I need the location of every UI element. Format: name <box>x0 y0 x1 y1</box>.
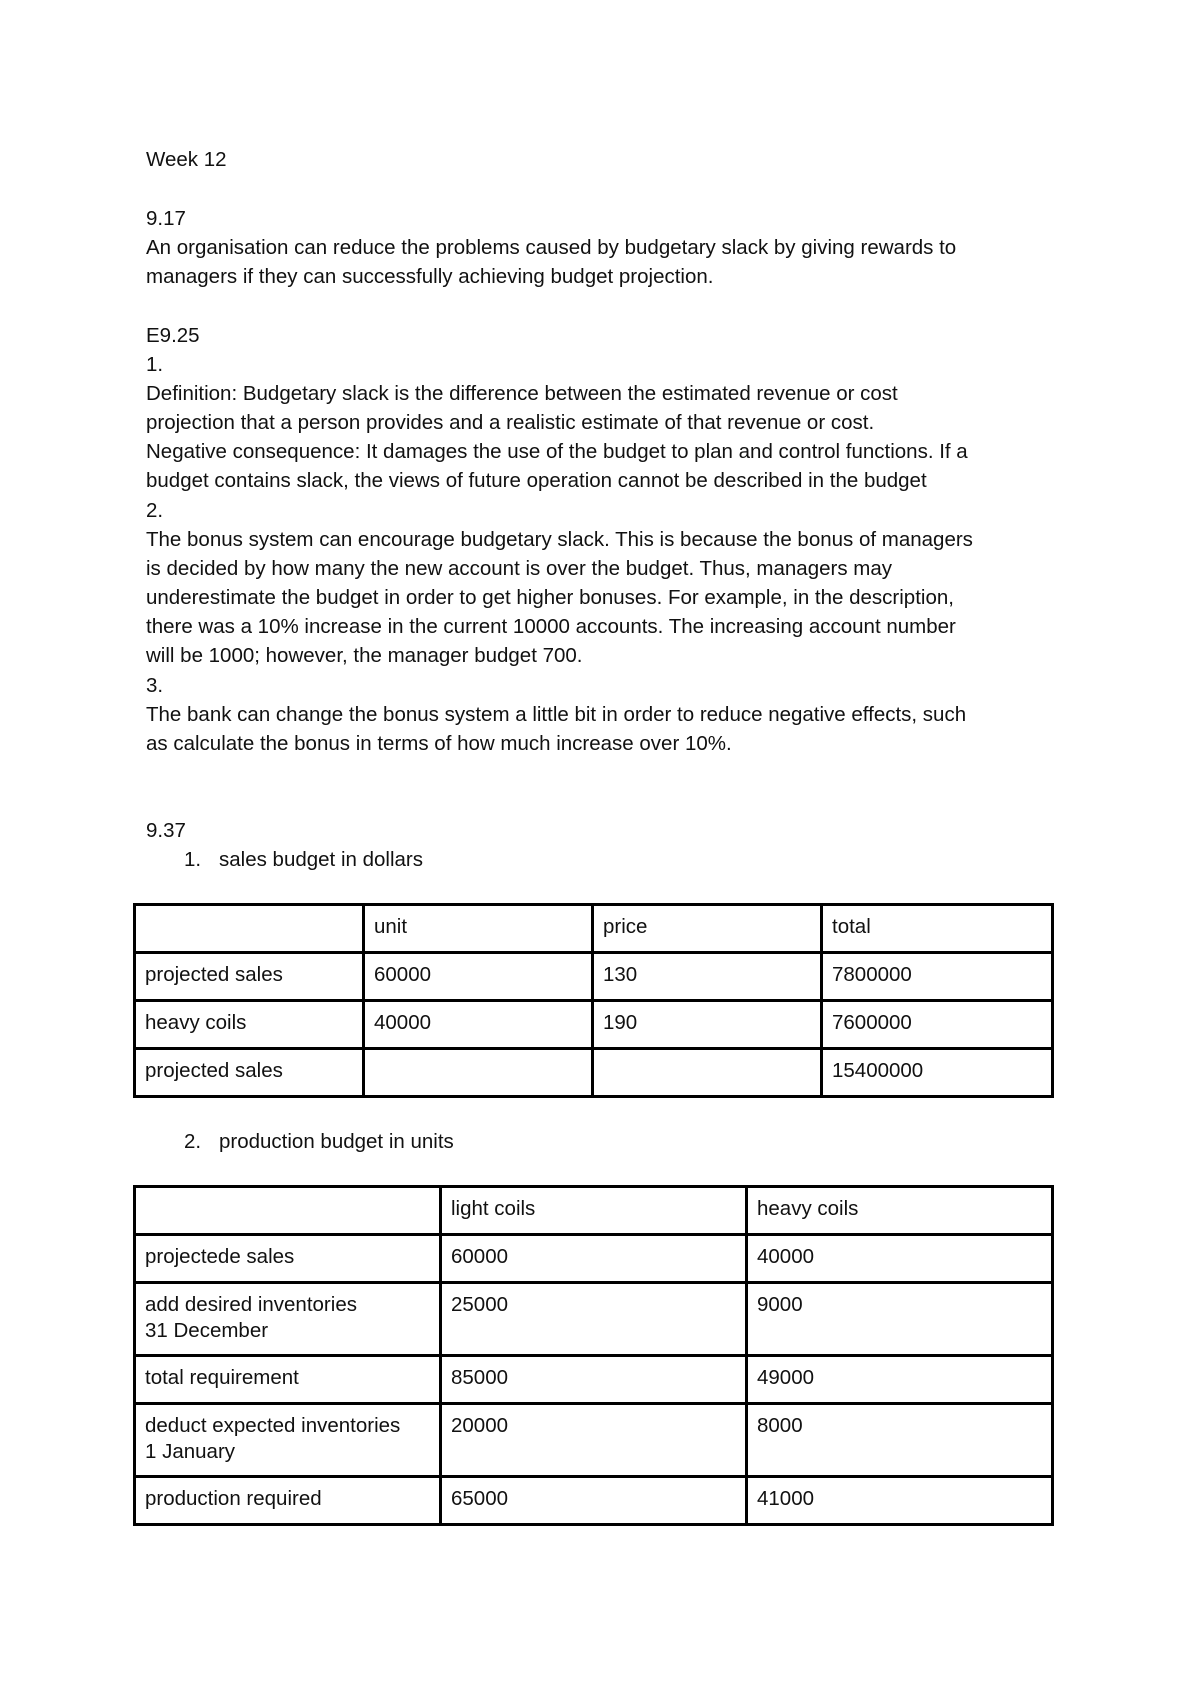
table-cell: 130 <box>593 953 822 1001</box>
table-cell <box>135 1235 441 1283</box>
table-cell: heavy coils <box>135 1001 364 1049</box>
table-cell: 49000 <box>747 1356 1053 1404</box>
part-2-line: there was a 10% increase in the current 10000 accounts. The increasing account number <box>146 615 956 638</box>
table-cell: 41000 <box>747 1477 1053 1525</box>
table-header-row <box>135 1187 1053 1235</box>
table-cell: projected sales <box>135 1049 364 1097</box>
list-item-number: 2. <box>184 1130 202 1153</box>
row-label: projectede sales <box>145 1245 295 1268</box>
part-2-line: The bonus system can encourage budgetary slack. This is because the bonus of managers <box>146 528 973 551</box>
table-header-row <box>135 905 1053 953</box>
table-row <box>135 1356 1053 1404</box>
table-row <box>135 1049 1053 1097</box>
part-2-line: is decided by how many the new account is over the budget. Thus, managers may <box>146 557 893 580</box>
part-1-line: budget contains slack, the views of future operation cannot be described in the budget <box>146 469 927 492</box>
table-cell: unit <box>364 905 593 953</box>
table-cell: 190 <box>593 1001 822 1049</box>
table-cell <box>135 905 364 953</box>
row-label-sub: 1 January <box>145 1440 236 1463</box>
table-row <box>135 1404 1053 1477</box>
table-cell: 25000 <box>441 1283 747 1356</box>
answer-9-17-line: An organisation can reduce the problems caused by budgetary slack by giving rewards to <box>146 236 957 259</box>
table-row <box>135 1477 1053 1525</box>
list-item-label: sales budget in dollars <box>219 848 423 871</box>
exercise-e9-25-number: E9.25 <box>146 324 200 347</box>
row-label-sub: 31 December <box>145 1319 269 1342</box>
table-cell: 15400000 <box>822 1049 1053 1097</box>
part-2-line: underestimate the budget in order to get higher bonuses. For example, in the description, <box>146 586 954 609</box>
row-label: deduct expected inventories <box>145 1414 401 1437</box>
table-cell: 7600000 <box>822 1001 1053 1049</box>
table-cell <box>593 1049 822 1097</box>
row-label: total requirement <box>145 1366 299 1389</box>
part-2-label: 2. <box>146 499 164 522</box>
list-item-number: 1. <box>184 848 202 871</box>
table-cell: 85000 <box>441 1356 747 1404</box>
table-cell: light coils <box>441 1187 747 1235</box>
row-label: production required <box>145 1487 322 1510</box>
table-row <box>135 1283 1053 1356</box>
table-cell <box>135 1187 441 1235</box>
table-cell <box>135 1477 441 1525</box>
answer-9-17-line: managers if they can successfully achieving budget projection. <box>146 265 714 288</box>
part-3-line: The bank can change the bonus system a little bit in order to reduce negative effects, such <box>146 703 967 726</box>
table-cell: 20000 <box>441 1404 747 1477</box>
sales-budget-table <box>133 903 1054 1098</box>
week-title: Week 12 <box>146 148 227 171</box>
table-row <box>135 953 1053 1001</box>
table-cell: 65000 <box>441 1477 747 1525</box>
table-cell: projected sales <box>135 953 364 1001</box>
table-cell: 40000 <box>747 1235 1053 1283</box>
part-1-line: projection that a person provides and a realistic estimate of that revenue or cost. <box>146 411 875 434</box>
table-cell: heavy coils <box>747 1187 1053 1235</box>
row-label: add desired inventories <box>145 1293 357 1316</box>
table-cell <box>135 1404 441 1477</box>
table-row <box>135 1235 1053 1283</box>
table-row <box>135 1001 1053 1049</box>
part-3-label: 3. <box>146 674 164 697</box>
table-cell: price <box>593 905 822 953</box>
table-cell: 9000 <box>747 1283 1053 1356</box>
question-9-37-number: 9.37 <box>146 819 186 842</box>
part-1-line: Negative consequence: It damages the use of the budget to plan and control functions. If a <box>146 440 968 463</box>
part-3-line: as calculate the bonus in terms of how much increase over 10%. <box>146 732 732 755</box>
table-cell: 8000 <box>747 1404 1053 1477</box>
table-cell: 7800000 <box>822 953 1053 1001</box>
part-2-line: will be 1000; however, the manager budget 700. <box>146 644 583 667</box>
table-cell: 60000 <box>441 1235 747 1283</box>
table-cell: total <box>822 905 1053 953</box>
production-budget-table <box>133 1185 1054 1526</box>
part-1-line: Definition: Budgetary slack is the difference between the estimated revenue or cost <box>146 382 898 405</box>
table-cell <box>135 1283 441 1356</box>
table-cell <box>364 1049 593 1097</box>
part-1-label: 1. <box>146 353 164 376</box>
list-item-label: production budget in units <box>219 1130 454 1153</box>
question-9-17-number: 9.17 <box>146 207 186 230</box>
table-cell <box>135 1356 441 1404</box>
table-cell: 40000 <box>364 1001 593 1049</box>
table-cell: 60000 <box>364 953 593 1001</box>
